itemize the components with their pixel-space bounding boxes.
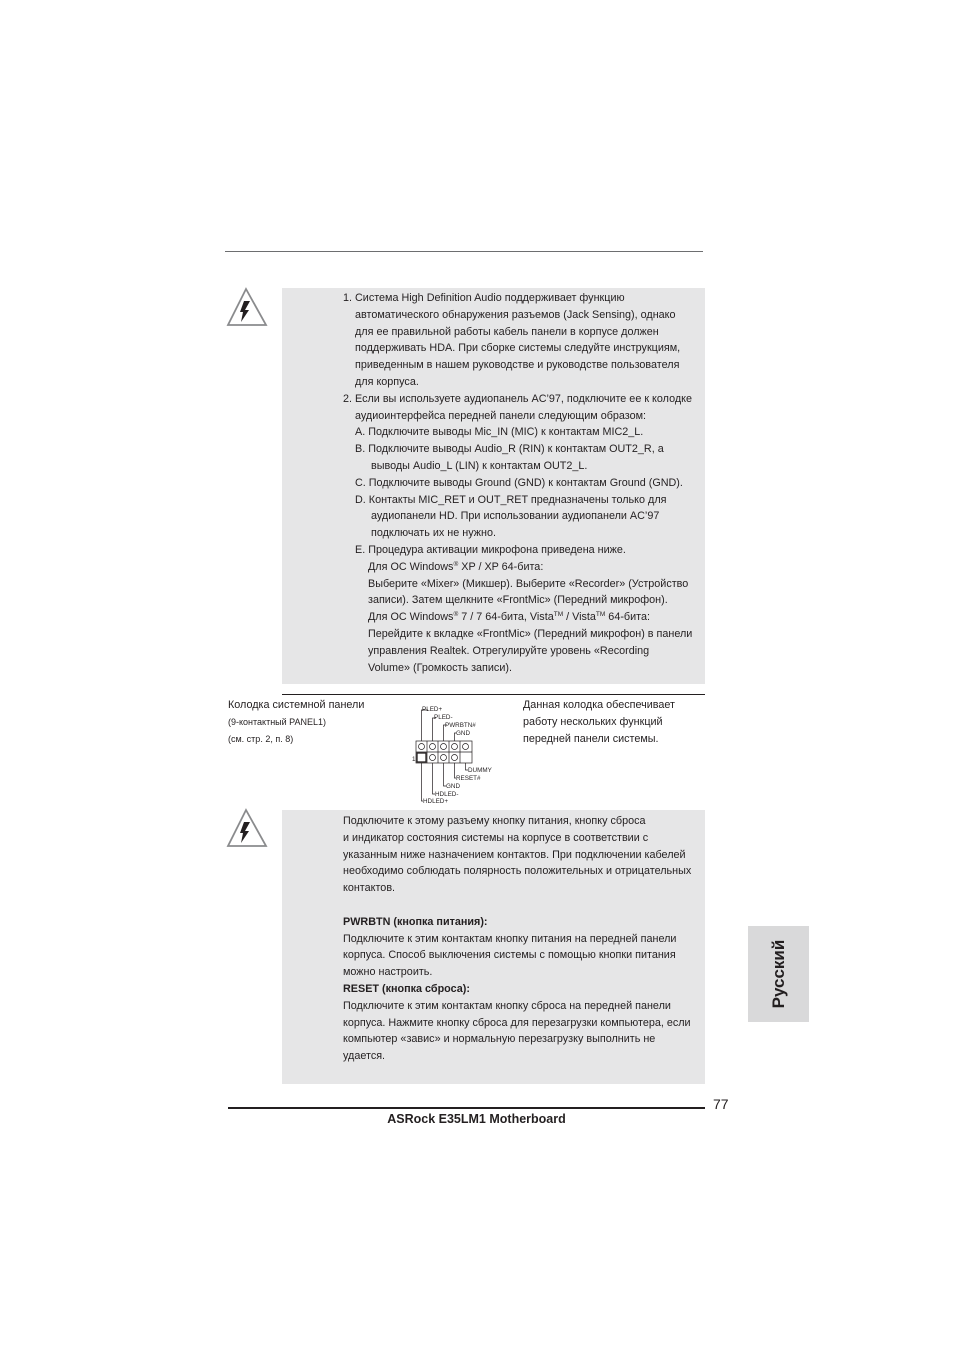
windows-xp-heading: Для ОС Windows® XP / XP 64-бита: [368, 560, 544, 573]
footer-product: ASRock E35LM1 Motherboard [387, 1112, 566, 1126]
note-line: Подключите к этим контактам кнопку питания на передней панели [343, 932, 677, 945]
note-line: контактов. [343, 882, 396, 895]
audio-notes [343, 290, 692, 676]
note-line: корпуса. Способ выключения системы с помощью кнопки питания [343, 949, 676, 962]
note-line: аудиопанели HD. При использовании аудиопанели AC’97 [371, 510, 660, 523]
reset-label: RESET# [456, 775, 481, 782]
pled-minus-label: PLED- [434, 714, 453, 721]
spacer [343, 897, 691, 914]
header-info [228, 697, 364, 748]
note-line: управления Realtek. Отрегулируйте уровень «Recording [368, 644, 650, 657]
note-line: 1. Система High Definition Audio поддерживает функцию [343, 292, 625, 304]
note-line: записи). Затем щелкните «FrontMic» (Передний микрофон). [368, 594, 668, 607]
windows-7-heading: Для ОС Windows® 7 / 7 64-бита, Vista™ / Vista™ 64-бита: [368, 611, 650, 624]
description-line: работу нескольких функций [523, 716, 663, 728]
note-line: A. Подключите выводы Mic_IN (MIC) к контактам MIC2_L. [355, 426, 644, 439]
note-line: поддерживать HDA. При сборке системы следуйте инструкциям, [355, 342, 681, 355]
top-rule [225, 251, 703, 252]
note-line: для корпуса. [355, 375, 419, 388]
language-label: Русский [768, 939, 788, 1009]
header-reference: (см. стр. 2, п. 8) [228, 734, 294, 744]
note-line: C. Подключите выводы Ground (GND) к контактам Ground (GND). [355, 476, 683, 489]
note-line: Volume» (Громкость записи). [368, 661, 512, 674]
header-subtitle: (9-контактный PANEL1) [228, 717, 327, 727]
note-line: для ее правильной работы кабель панели в корпусе должен [355, 325, 659, 338]
language-tab [748, 926, 809, 1022]
description-line: Данная колодка обеспечивает [523, 699, 675, 711]
pwrbtn-heading: PWRBTN (кнопка питания): [343, 915, 488, 928]
reset-heading: RESET (кнопка сброса): [343, 982, 470, 995]
note-line: Подключите к этому разъему кнопку питания, кнопку сброса [343, 815, 646, 827]
gnd-bottom-label: GND [446, 783, 460, 790]
note-line: необходимо соблюдать полярность положительных и отрицательных [343, 865, 692, 878]
note-line: 2. Если вы используете аудиопанель AC’97, подключите ее к колодке [343, 392, 692, 405]
note-line: компьютер «завис» и нормальную перезагрузку выполнить не [343, 1033, 656, 1046]
note-line: подключать их не нужно. [371, 527, 496, 540]
pin1-label: 1 [412, 756, 416, 763]
note-line: аудиоинтерфейса передней панели следующим образом: [355, 409, 647, 422]
header-description [523, 697, 675, 748]
pwrbtn-label: PWRBTN# [445, 722, 476, 729]
note-line: корпуса. Нажмите кнопку сброса для перезагрузки компьютера, если [343, 1016, 691, 1029]
header-title: Колодка системной панели [228, 699, 365, 711]
footer-rule [228, 1107, 705, 1109]
note-line: Выберите «Mixer» (Микшер). Выберите «Recorder» (Устройство [368, 577, 689, 590]
note-line: E. Процедура активации микрофона приведена ниже. [355, 543, 626, 556]
note-line: D. Контакты MIC_RET и OUT_RET предназначены только для [355, 493, 667, 506]
warning-icon [226, 287, 268, 327]
page-number: 77 [713, 1096, 729, 1112]
note-line: указанным ниже назначением контактов. При подключении кабелей [343, 848, 686, 861]
note-line: можно настроить. [343, 966, 433, 979]
gnd-top-label: GND [456, 730, 470, 737]
note-line: и индикатор состояния системы на корпусе в соответствии с [343, 831, 649, 844]
note-line: удается. [343, 1050, 386, 1063]
note-line: выводы Audio_L (LIN) к контактам OUT2_L. [371, 459, 588, 472]
pled-plus-label: PLED+ [422, 706, 443, 713]
hdled-minus-label: HDLED- [435, 791, 459, 798]
note-line: Перейдите к вкладке «FrontMic» (Передний микрофон) в панели [368, 627, 693, 640]
section-rule [282, 694, 705, 695]
warning-icon [226, 808, 268, 848]
note-line: автоматического обнаружения разъемов (Jack Sensing), однако [355, 308, 676, 321]
description-line: передней панели системы. [523, 733, 659, 745]
panel-header-diagram [412, 702, 496, 806]
panel-notes [343, 813, 691, 1065]
hdled-plus-label: HDLED+ [423, 798, 449, 805]
note-line: приведенным в нашем руководстве и руководстве пользователя [355, 359, 680, 372]
note-line: Подключите к этим контактам кнопку сброса на передней панели [343, 999, 671, 1012]
note-line: B. Подключите выводы Audio_R (RIN) к контактам OUT2_R, а [355, 443, 664, 456]
dummy-label: DUMMY [468, 767, 492, 774]
